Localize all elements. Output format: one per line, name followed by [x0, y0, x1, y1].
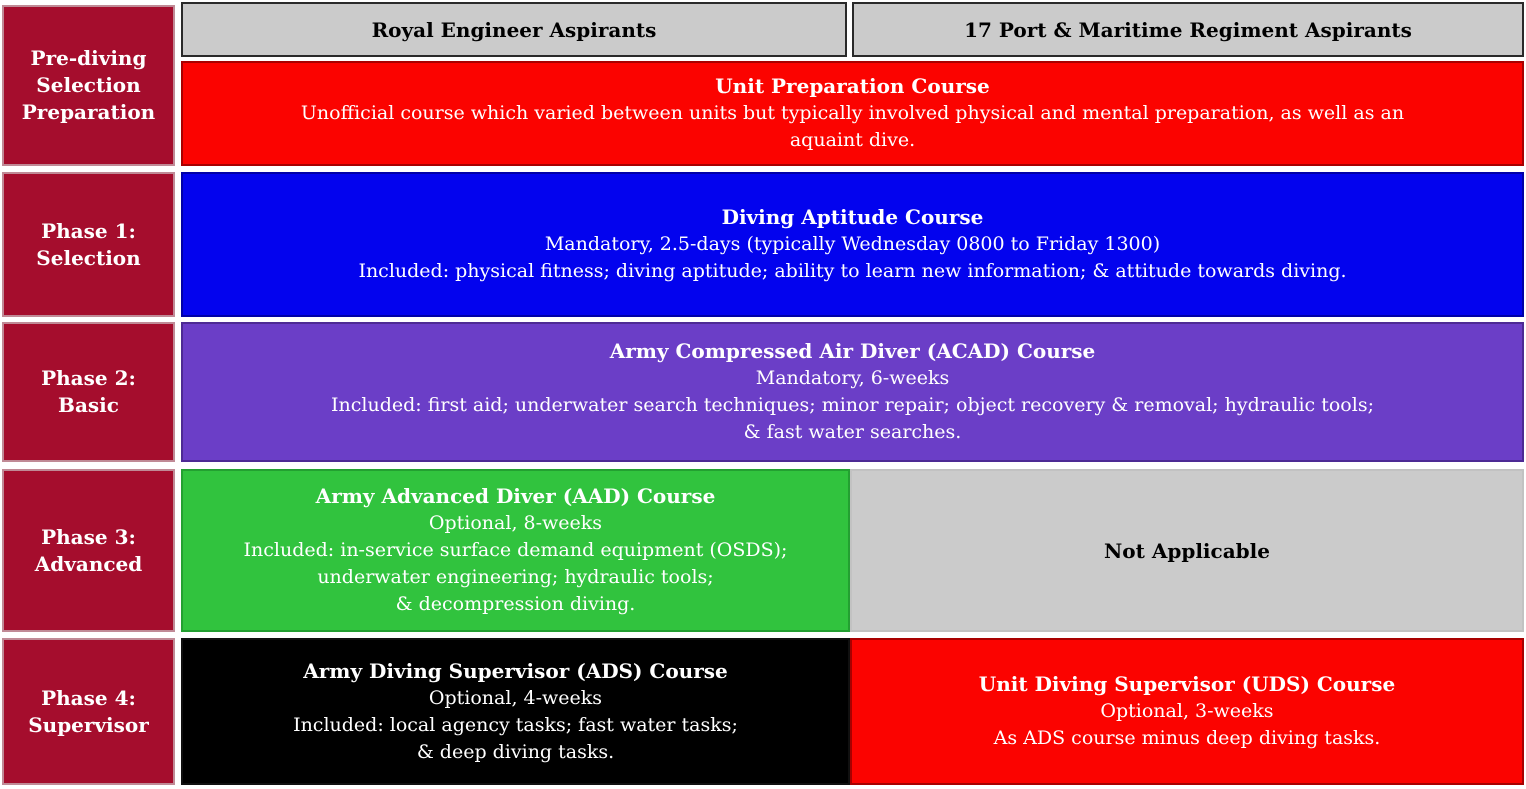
course-line: & deep diving tasks.: [416, 740, 615, 763]
header-label: 17 Port & Maritime Regiment Aspirants: [964, 17, 1412, 42]
course-title: Army Advanced Diver (AAD) Course: [315, 484, 716, 508]
course-line: & fast water searches.: [743, 421, 962, 443]
phase-label-line: Phase 1:: [41, 218, 136, 243]
not-applicable-box: [850, 469, 1524, 632]
course-title: Diving Aptitude Course: [721, 205, 984, 229]
course-line: Mandatory, 6-weeks: [755, 367, 950, 389]
phase-label-phase-2: [2, 322, 175, 462]
course-line: aquaint dive.: [789, 129, 916, 151]
phase-label-line: Selection: [36, 73, 141, 97]
header-royal-engineer-aspirants: [181, 2, 847, 57]
phase-label-line: Preparation: [21, 100, 156, 124]
phase-label-line: Selection: [36, 245, 141, 270]
ads-course-box: [181, 638, 850, 785]
header-17-port-maritime-aspirants: [852, 2, 1524, 57]
unit-preparation-course-box: [181, 61, 1524, 166]
course-line: underwater engineering; hydraulic tools;: [317, 566, 714, 588]
course-line: Optional, 8-weeks: [428, 512, 603, 534]
aad-course-box: [181, 469, 850, 632]
course-line: Optional, 3-weeks: [1100, 700, 1274, 722]
course-line: Mandatory, 2.5-days (typically Wednesday 0800 to Friday 1300): [544, 233, 1161, 255]
diving-aptitude-course-box: [181, 172, 1524, 317]
phase-label-line: Phase 2:: [41, 366, 136, 390]
course-line: As ADS course minus deep diving tasks.: [993, 727, 1381, 749]
course-title: Army Compressed Air Diver (ACAD) Course: [609, 339, 1096, 363]
course-line: Included: first aid; underwater search techniques; minor repair; object recovery & removal; hydraulic tools;: [331, 394, 1374, 416]
phase-label-line: Pre-diving: [30, 46, 147, 70]
phase-label-line: Advanced: [34, 551, 143, 576]
phase-label-line: Supervisor: [28, 712, 149, 737]
phase-label-line: Basic: [58, 393, 119, 417]
uds-course-box: [850, 638, 1524, 785]
course-title: Unit Diving Supervisor (UDS) Course: [978, 672, 1396, 696]
phase-label-line: Phase 3:: [41, 524, 136, 549]
course-line: Included: physical fitness; diving aptitude; ability to learn new information; & attitude towards diving.: [358, 260, 1347, 282]
phase-label-phase-1: [2, 172, 175, 317]
course-title: Unit Preparation Course: [715, 74, 990, 98]
course-line: Unofficial course which varied between units but typically involved physical and mental preparation, as well as an: [300, 102, 1405, 124]
header-label: Royal Engineer Aspirants: [371, 17, 657, 42]
course-line: & decompression diving.: [395, 593, 636, 615]
acad-course-box: [181, 322, 1524, 462]
not-applicable-label: Not Applicable: [1104, 538, 1270, 563]
course-line: Optional, 4-weeks: [428, 686, 603, 709]
course-line: Included: local agency tasks; fast water tasks;: [293, 713, 738, 736]
course-title: Army Diving Supervisor (ADS) Course: [303, 658, 728, 683]
course-line: Included: in-service surface demand equipment (OSDS);: [243, 539, 788, 561]
phase-label-line: Phase 4:: [41, 685, 136, 710]
phase-label-phase-4: [2, 638, 175, 785]
phase-label-pre-diving: [2, 5, 175, 166]
phase-label-phase-3: [2, 469, 175, 632]
